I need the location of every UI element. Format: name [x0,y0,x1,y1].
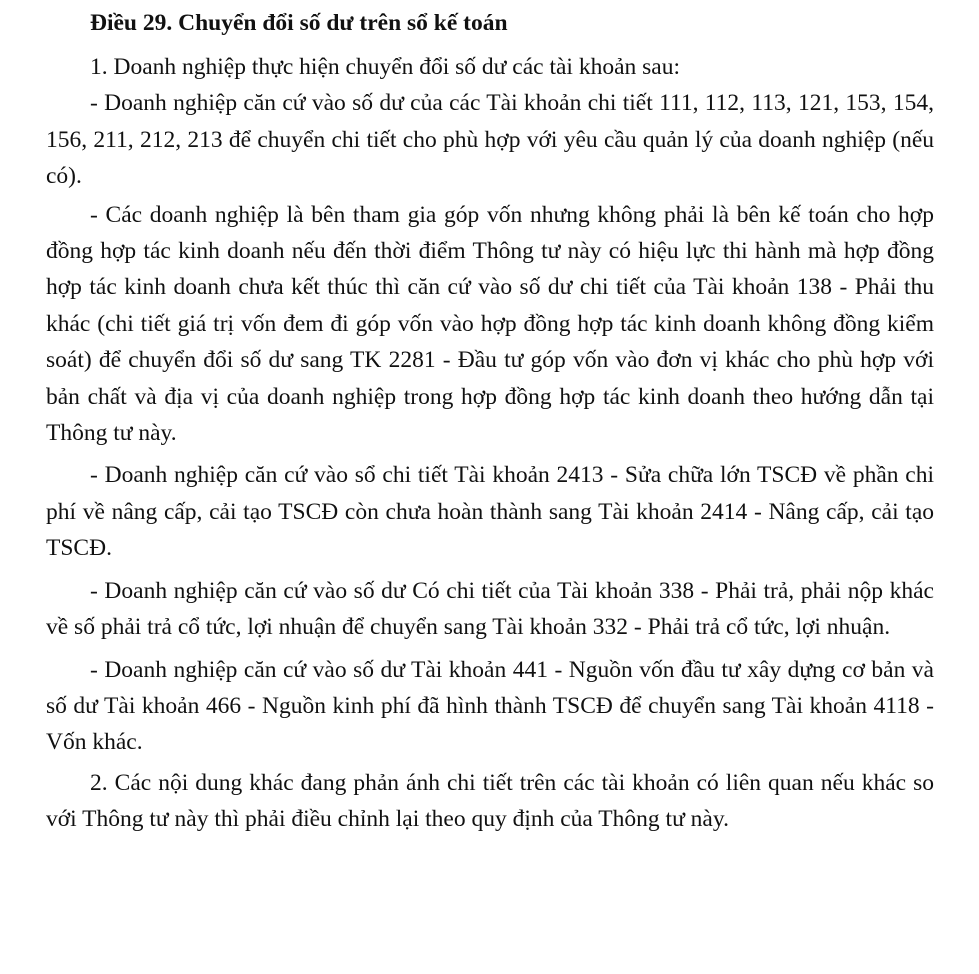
bullet-paragraph: - Các doanh nghiệp là bên tham gia góp vốn nhưng không phải là bên kế toán cho hợp đồng hợp tác kinh doanh nếu đến thời điểm Thông tư này có hiệu lực thi hành mà hợp đồng hợp tác kinh doanh chưa kết thúc thì căn cứ vào số dư chi tiết của Tài khoản 138 - Phải thu khác (chi tiết giá trị vốn đem đi góp vốn vào hợp đồng hợp tác kinh doanh không đồng kiểm soát) để chuyển đổi số dư sang TK 2281 - Đầu tư góp vốn vào đơn vị khác cho phù hợp với bản chất và địa vị của doanh nghiệp trong hợp đồng hợp tác kinh doanh theo hướng dẫn tại Thông tư này. [46,201,934,447]
bullet-paragraph: - Doanh nghiệp căn cứ vào số dư của các Tài khoản chi tiết 111, 112, 113, 121, 153, 154, 156, 211, 212, 213 để chuyển chi tiết cho phù hợp với yêu cầu quản lý của doanh nghiệp (nếu có). [46,90,934,190]
article-heading: Điều 29. Chuyển đổi số dư trên sổ kế toán [90,10,508,36]
bullet-paragraph: - Doanh nghiệp căn cứ vào số dư Tài khoản 441 - Nguồn vốn đầu tư xây dựng cơ bản và số dư Tài khoản 466 - Nguồn kinh phí đã hình thành TSCĐ để chuyển sang Tài khoản 4118 - Vốn khác. [46,656,934,756]
bullet-paragraph: - Doanh nghiệp căn cứ vào sổ chi tiết Tài khoản 2413 - Sửa chữa lớn TSCĐ về phần chi phí về nâng cấp, cải tạo TSCĐ còn chưa hoàn thành sang Tài khoản 2414 - Nâng cấp, cải tạo TSCĐ. [46,462,934,562]
document-page [46,0,934,838]
item-1-intro: 1. Doanh nghiệp thực hiện chuyển đổi số dư các tài khoản sau: [90,54,680,80]
item-2-paragraph: 2. Các nội dung khác đang phản ánh chi tiết trên các tài khoản có liên quan nếu khác so với Thông tư này thì phải điều chỉnh lại theo quy định của Thông tư này. [46,769,934,833]
bullet-paragraph: - Doanh nghiệp căn cứ vào số dư Có chi tiết của Tài khoản 338 - Phải trả, phải nộp khác về số phải trả cổ tức, lợi nhuận để chuyển sang Tài khoản 332 - Phải trả cổ tức, lợi nhuận. [46,577,934,641]
